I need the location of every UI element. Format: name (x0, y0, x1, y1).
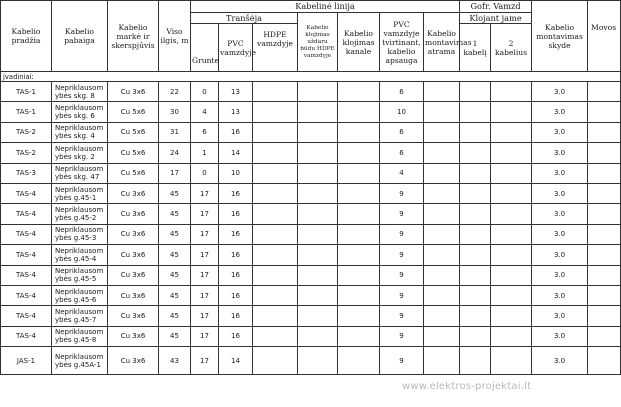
cell-montavimas-skyde: 3.0 (532, 143, 588, 163)
cell-kabelio-pabaiga: Nepriklausom ybės skg. 47 (52, 163, 108, 183)
cell-pvc-tvirtinant: 9 (380, 204, 424, 224)
cell-kabelio-marke: Cu 3x6 (108, 326, 159, 346)
cell-kabelio-pabaiga: Nepriklausom ybės g.45-4 (52, 245, 108, 265)
header-kabelio-montavimas-skyde: Kabelio montavimas skyde (532, 1, 588, 72)
cell-hdpe-vamzdyje (253, 265, 298, 285)
cell-grunte: 17 (191, 204, 219, 224)
cell-klojimas-kanale (338, 306, 380, 326)
cell-pvc-vamzdyje: 16 (219, 265, 253, 285)
cell-2-kabelius (491, 183, 532, 203)
cell-viso-ilgis: 45 (159, 285, 191, 305)
cell-kabelio-pabaiga: Nepriklausom ybės g.45-3 (52, 224, 108, 244)
cell-pvc-tvirtinant: 9 (380, 265, 424, 285)
cell-2-kabelius (491, 224, 532, 244)
cell-kabelio-pabaiga: Nepriklausom ybės skg. 8 (52, 82, 108, 102)
table-row (1, 163, 621, 183)
table-row (1, 245, 621, 265)
cell-movos (588, 285, 621, 305)
cell-viso-ilgis: 31 (159, 122, 191, 142)
cell-klojimas-uzdaru (298, 183, 338, 203)
table-row (1, 82, 621, 102)
cell-pvc-vamzdyje: 16 (219, 183, 253, 203)
cell-pvc-tvirtinant: 6 (380, 143, 424, 163)
cell-hdpe-vamzdyje (253, 122, 298, 142)
cell-pvc-vamzdyje: 16 (219, 122, 253, 142)
cell-2-kabelius (491, 143, 532, 163)
cell-pvc-tvirtinant: 9 (380, 183, 424, 203)
header-kabelio-montavimas-atrama: Kabelio montavimas atrama (424, 13, 460, 72)
table-row (1, 102, 621, 122)
cell-montavimas-atrama (424, 102, 460, 122)
cell-2-kabelius (491, 306, 532, 326)
cell-montavimas-skyde: 3.0 (532, 245, 588, 265)
table-row (1, 285, 621, 305)
cell-montavimas-skyde: 3.0 (532, 163, 588, 183)
cell-2-kabelius (491, 102, 532, 122)
header-transeja: Tranšėja (191, 13, 298, 24)
cell-klojimas-uzdaru (298, 122, 338, 142)
cell-hdpe-vamzdyje (253, 183, 298, 203)
cell-kabelio-pabaiga: Nepriklausom ybės g.45-7 (52, 306, 108, 326)
cell-hdpe-vamzdyje (253, 163, 298, 183)
cell-2-kabelius (491, 122, 532, 142)
cell-montavimas-skyde: 3.0 (532, 347, 588, 375)
cell-1-kabeli (460, 245, 491, 265)
cell-movos (588, 245, 621, 265)
cell-viso-ilgis: 45 (159, 204, 191, 224)
cell-klojimas-uzdaru (298, 224, 338, 244)
cell-kabelio-pabaiga: Nepriklausom ybės skg. 4 (52, 122, 108, 142)
cell-montavimas-skyde: 3.0 (532, 285, 588, 305)
cell-klojimas-uzdaru (298, 285, 338, 305)
cell-movos (588, 204, 621, 224)
cell-kabelio-pradzia: TAS-3 (1, 163, 52, 183)
cell-klojimas-uzdaru (298, 265, 338, 285)
cell-kabelio-pradzia: TAS-2 (1, 143, 52, 163)
cell-pvc-tvirtinant: 6 (380, 82, 424, 102)
cell-pvc-tvirtinant: 9 (380, 245, 424, 265)
cell-grunte: 6 (191, 122, 219, 142)
cell-hdpe-vamzdyje (253, 347, 298, 375)
cell-kabelio-marke: Cu 5x6 (108, 102, 159, 122)
cell-pvc-tvirtinant: 9 (380, 306, 424, 326)
cell-kabelio-marke: Cu 5x6 (108, 122, 159, 142)
header-gofr-vamzd: Gofr. Vamzd (460, 1, 532, 13)
cell-montavimas-atrama (424, 143, 460, 163)
cell-grunte: 1 (191, 143, 219, 163)
cell-klojimas-uzdaru (298, 347, 338, 375)
cell-movos (588, 163, 621, 183)
cell-viso-ilgis: 43 (159, 347, 191, 375)
header-pvc-tvirtinant: PVC vamzdyje tvirtinant, kabelio apsauga (380, 13, 424, 72)
cell-montavimas-atrama (424, 163, 460, 183)
cell-movos (588, 183, 621, 203)
cell-kabelio-marke: Cu 3x6 (108, 347, 159, 375)
cell-grunte: 17 (191, 224, 219, 244)
cell-pvc-tvirtinant: 9 (380, 224, 424, 244)
cell-2-kabelius (491, 265, 532, 285)
cell-hdpe-vamzdyje (253, 306, 298, 326)
cell-grunte: 0 (191, 163, 219, 183)
cell-1-kabeli (460, 224, 491, 244)
cell-montavimas-skyde: 3.0 (532, 204, 588, 224)
cell-kabelio-pradzia: TAS-4 (1, 306, 52, 326)
header-klojant-jame: Klojant jame (460, 13, 532, 24)
cell-viso-ilgis: 45 (159, 224, 191, 244)
cell-pvc-vamzdyje: 13 (219, 102, 253, 122)
cell-hdpe-vamzdyje (253, 82, 298, 102)
cell-montavimas-atrama (424, 204, 460, 224)
header-kabelio-klojimas-kanale: Kabelio klojimas kanale (338, 13, 380, 72)
cell-klojimas-uzdaru (298, 204, 338, 224)
cell-viso-ilgis: 30 (159, 102, 191, 122)
cell-kabelio-pabaiga: Nepriklausom ybės skg. 2 (52, 143, 108, 163)
cell-klojimas-kanale (338, 224, 380, 244)
cell-klojimas-kanale (338, 82, 380, 102)
cell-grunte: 17 (191, 245, 219, 265)
cell-1-kabeli (460, 347, 491, 375)
cell-kabelio-pradzia: TAS-4 (1, 265, 52, 285)
cell-montavimas-atrama (424, 245, 460, 265)
cell-kabelio-pradzia: TAS-4 (1, 183, 52, 203)
cell-pvc-vamzdyje: 10 (219, 163, 253, 183)
cell-movos (588, 306, 621, 326)
cell-kabelio-marke: Cu 3x6 (108, 285, 159, 305)
cell-klojimas-kanale (338, 204, 380, 224)
cell-movos (588, 102, 621, 122)
cell-hdpe-vamzdyje (253, 285, 298, 305)
cell-pvc-vamzdyje: 14 (219, 143, 253, 163)
cell-kabelio-pradzia: TAS-1 (1, 82, 52, 102)
cell-klojimas-kanale (338, 265, 380, 285)
cell-movos (588, 326, 621, 346)
table-row (1, 347, 621, 375)
cell-montavimas-atrama (424, 183, 460, 203)
cell-kabelio-pradzia: JAS-1 (1, 347, 52, 375)
cell-hdpe-vamzdyje (253, 204, 298, 224)
cell-grunte: 17 (191, 285, 219, 305)
cell-pvc-vamzdyje: 16 (219, 285, 253, 305)
cell-hdpe-vamzdyje (253, 326, 298, 346)
header-kabelio-pabaiga: Kabelio pabaiga (52, 1, 108, 72)
cell-hdpe-vamzdyje (253, 224, 298, 244)
header-viso-ilgis: Viso ilgis, m (159, 1, 191, 72)
table-row (1, 183, 621, 203)
header-movos: Movos (588, 1, 621, 72)
cell-movos (588, 265, 621, 285)
cell-klojimas-uzdaru (298, 326, 338, 346)
header-pvc-vamzdyje: PVC vamzdyje (219, 24, 253, 72)
cell-montavimas-atrama (424, 347, 460, 375)
cell-pvc-tvirtinant: 4 (380, 163, 424, 183)
cell-kabelio-marke: Cu 3x6 (108, 183, 159, 203)
cell-2-kabelius (491, 245, 532, 265)
cell-1-kabeli (460, 82, 491, 102)
cell-kabelio-marke: Cu 3x6 (108, 306, 159, 326)
cell-1-kabeli (460, 265, 491, 285)
cell-pvc-vamzdyje: 14 (219, 347, 253, 375)
cell-klojimas-uzdaru (298, 143, 338, 163)
cell-kabelio-pabaiga: Nepriklausom ybės g.45-5 (52, 265, 108, 285)
cell-montavimas-atrama (424, 285, 460, 305)
cell-kabelio-marke: Cu 3x6 (108, 204, 159, 224)
cell-pvc-vamzdyje: 13 (219, 82, 253, 102)
cell-1-kabeli (460, 326, 491, 346)
cell-hdpe-vamzdyje (253, 102, 298, 122)
cell-pvc-tvirtinant: 9 (380, 285, 424, 305)
cell-montavimas-skyde: 3.0 (532, 306, 588, 326)
cell-klojimas-uzdaru (298, 306, 338, 326)
cell-hdpe-vamzdyje (253, 245, 298, 265)
cell-pvc-vamzdyje: 16 (219, 204, 253, 224)
cell-klojimas-kanale (338, 326, 380, 346)
cell-1-kabeli (460, 204, 491, 224)
cell-2-kabelius (491, 285, 532, 305)
cell-2-kabelius (491, 347, 532, 375)
cell-kabelio-marke: Cu 3x6 (108, 245, 159, 265)
cell-pvc-vamzdyje: 16 (219, 326, 253, 346)
cell-viso-ilgis: 45 (159, 326, 191, 346)
cell-pvc-vamzdyje: 16 (219, 306, 253, 326)
cell-2-kabelius (491, 163, 532, 183)
cell-montavimas-atrama (424, 265, 460, 285)
cell-movos (588, 347, 621, 375)
cell-montavimas-skyde: 3.0 (532, 82, 588, 102)
cell-2-kabelius (491, 326, 532, 346)
cell-montavimas-skyde: 3.0 (532, 122, 588, 142)
header-kabelio-marke: Kabelio markė ir skerspjūvis (108, 1, 159, 72)
cell-klojimas-uzdaru (298, 82, 338, 102)
cell-klojimas-uzdaru (298, 102, 338, 122)
cell-kabelio-pradzia: TAS-4 (1, 204, 52, 224)
cell-1-kabeli (460, 285, 491, 305)
header-kabeline-linija: Kabelinė linija (191, 1, 460, 13)
cell-kabelio-marke: Cu 3x6 (108, 82, 159, 102)
cell-montavimas-skyde: 3.0 (532, 265, 588, 285)
cell-grunte: 17 (191, 306, 219, 326)
cell-viso-ilgis: 17 (159, 163, 191, 183)
table-row (1, 143, 621, 163)
cell-klojimas-kanale (338, 285, 380, 305)
table-row (1, 224, 621, 244)
cell-grunte: 4 (191, 102, 219, 122)
cell-montavimas-atrama (424, 326, 460, 346)
cell-viso-ilgis: 22 (159, 82, 191, 102)
cell-montavimas-skyde: 3.0 (532, 183, 588, 203)
cell-pvc-vamzdyje: 16 (219, 245, 253, 265)
cell-kabelio-pradzia: TAS-2 (1, 122, 52, 142)
table-row (1, 265, 621, 285)
cell-pvc-tvirtinant: 9 (380, 326, 424, 346)
header-kabelio-pradzia: Kabelio pradžia (1, 1, 52, 72)
cell-kabelio-pradzia: TAS-4 (1, 326, 52, 346)
cell-kabelio-marke: Cu 3x6 (108, 224, 159, 244)
cell-2-kabelius (491, 204, 532, 224)
cell-2-kabelius (491, 82, 532, 102)
cell-grunte: 17 (191, 347, 219, 375)
cell-viso-ilgis: 45 (159, 306, 191, 326)
cell-klojimas-kanale (338, 163, 380, 183)
cell-montavimas-skyde: 3.0 (532, 326, 588, 346)
cell-klojimas-kanale (338, 102, 380, 122)
header-1-kabeli: 1 kabelį (460, 24, 491, 72)
cell-kabelio-pradzia: TAS-4 (1, 224, 52, 244)
cell-montavimas-atrama (424, 82, 460, 102)
cell-montavimas-skyde: 3.0 (532, 102, 588, 122)
cell-klojimas-kanale (338, 245, 380, 265)
cell-1-kabeli (460, 143, 491, 163)
cell-movos (588, 143, 621, 163)
cell-klojimas-kanale (338, 347, 380, 375)
cell-kabelio-pabaiga: Nepriklausom ybės g.45A-1 (52, 347, 108, 375)
cell-hdpe-vamzdyje (253, 143, 298, 163)
cell-pvc-vamzdyje: 16 (219, 224, 253, 244)
table-row (1, 306, 621, 326)
cell-kabelio-pradzia: TAS-1 (1, 102, 52, 122)
cell-klojimas-kanale (338, 122, 380, 142)
cell-viso-ilgis: 45 (159, 183, 191, 203)
cell-klojimas-kanale (338, 183, 380, 203)
cell-kabelio-pabaiga: Nepriklausom ybės skg. 6 (52, 102, 108, 122)
cell-1-kabeli (460, 183, 491, 203)
header-kabelio-klojimas-uzdaru: Kabelio klojimas uždaru būdu HDPE vamzdyje (298, 13, 338, 72)
cell-kabelio-pabaiga: Nepriklausom ybės g.45-2 (52, 204, 108, 224)
cell-pvc-tvirtinant: 9 (380, 347, 424, 375)
cell-1-kabeli (460, 163, 491, 183)
table-row (1, 122, 621, 142)
header-2-kabelius: 2 kabelius (491, 24, 532, 72)
cell-pvc-tvirtinant: 6 (380, 122, 424, 142)
cell-grunte: 0 (191, 82, 219, 102)
cell-movos (588, 82, 621, 102)
cell-grunte: 17 (191, 326, 219, 346)
cell-kabelio-pabaiga: Nepriklausom ybės g.45-1 (52, 183, 108, 203)
cell-grunte: 17 (191, 265, 219, 285)
header-grunte: Grunte (191, 24, 219, 72)
cell-viso-ilgis: 24 (159, 143, 191, 163)
cell-kabelio-marke: Cu 5x6 (108, 143, 159, 163)
table-row (1, 326, 621, 346)
cell-kabelio-pradzia: TAS-4 (1, 245, 52, 265)
cell-kabelio-pabaiga: Nepriklausom ybės g.45-6 (52, 285, 108, 305)
watermark: www.elektros-projektai.lt (402, 381, 532, 392)
cell-1-kabeli (460, 122, 491, 142)
cell-pvc-tvirtinant: 10 (380, 102, 424, 122)
cell-movos (588, 224, 621, 244)
cell-movos (588, 122, 621, 142)
header-hdpe-vamzdyje: HDPE vamzdyje (253, 24, 298, 72)
cell-montavimas-atrama (424, 122, 460, 142)
cell-montavimas-atrama (424, 306, 460, 326)
cell-klojimas-uzdaru (298, 163, 338, 183)
cell-kabelio-pabaiga: Nepriklausom ybės g.45-8 (52, 326, 108, 346)
cell-viso-ilgis: 45 (159, 265, 191, 285)
table-row (1, 204, 621, 224)
cell-1-kabeli (460, 306, 491, 326)
cell-klojimas-uzdaru (298, 245, 338, 265)
cell-1-kabeli (460, 102, 491, 122)
cell-montavimas-skyde: 3.0 (532, 224, 588, 244)
cell-kabelio-marke: Cu 5x6 (108, 163, 159, 183)
cell-klojimas-kanale (338, 143, 380, 163)
cell-grunte: 17 (191, 183, 219, 203)
section-label: jvadiniai: (1, 72, 621, 82)
cell-kabelio-marke: Cu 3x6 (108, 265, 159, 285)
cell-kabelio-pradzia: TAS-4 (1, 285, 52, 305)
cell-viso-ilgis: 45 (159, 245, 191, 265)
cell-montavimas-atrama (424, 224, 460, 244)
